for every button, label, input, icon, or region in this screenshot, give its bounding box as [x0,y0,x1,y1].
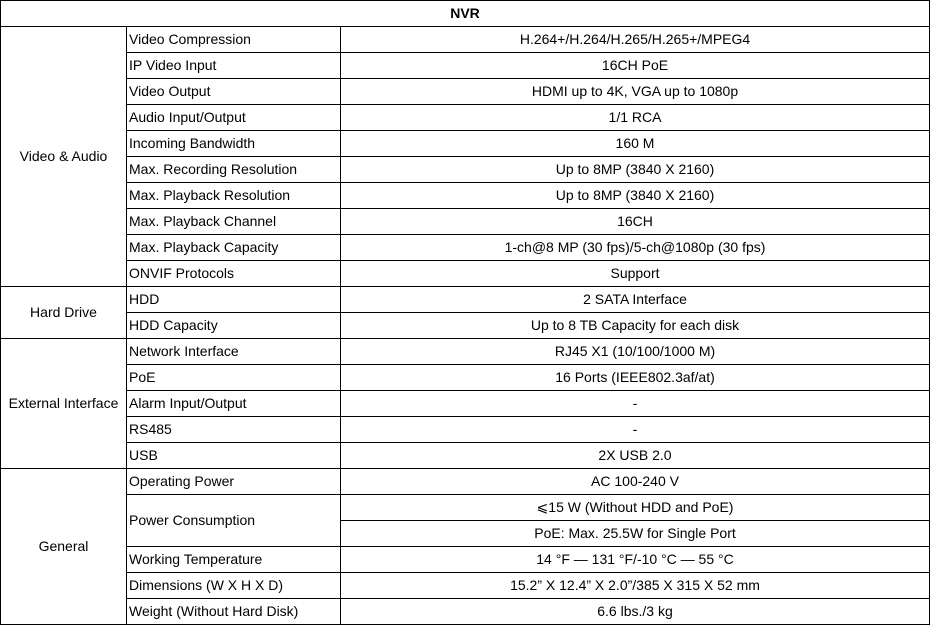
spec-label-max-playback-channel: Max. Playback Channel [127,209,341,235]
spec-value-hdd-capacity: Up to 8 TB Capacity for each disk [341,313,930,339]
spec-value-max-playback-channel: 16CH [341,209,930,235]
table-row [1,469,930,495]
spec-label-audio-input-output: Audio Input/Output [127,105,341,131]
table-row [1,53,930,79]
spec-label-weight-without-hard-disk: Weight (Without Hard Disk) [127,599,341,625]
spec-value-incoming-bandwidth: 160 M [341,131,930,157]
table-row [1,27,930,53]
table-row [1,365,930,391]
table-row [1,235,930,261]
table-row [1,599,930,625]
table-row [1,157,930,183]
spec-value-dimensions-w-x-h-x-d: 15.2” X 12.4” X 2.0”/385 X 315 X 52 mm [341,573,930,599]
spec-value-ip-video-input: 16CH PoE [341,53,930,79]
table-row [1,573,930,599]
spec-label-ip-video-input: IP Video Input [127,53,341,79]
table-row [1,417,930,443]
spec-table-body [1,1,930,625]
category-cell-hard-drive: Hard Drive [1,287,127,339]
spec-label-network-interface: Network Interface [127,339,341,365]
spec-value-usb: 2X USB 2.0 [341,443,930,469]
spec-label-max-playback-capacity: Max. Playback Capacity [127,235,341,261]
category-cell-general: General [1,469,127,625]
table-row [1,209,930,235]
table-row [1,261,930,287]
table-row [1,339,930,365]
spec-value-network-interface: RJ45 X1 (10/100/1000 M) [341,339,930,365]
spec-label-usb: USB [127,443,341,469]
category-cell-external-interface: External Interface [1,339,127,469]
category-cell-video-audio: Video & Audio [1,27,127,287]
spec-value-power-consumption-2: PoE: Max. 25.5W for Single Port [341,521,930,547]
spec-value-video-output: HDMI up to 4K, VGA up to 1080p [341,79,930,105]
spec-label-video-output: Video Output [127,79,341,105]
spec-value-hdd: 2 SATA Interface [341,287,930,313]
spec-value-onvif-protocols: Support [341,261,930,287]
table-title: NVR [1,1,930,27]
spec-value-rs485: - [341,417,930,443]
spec-label-operating-power: Operating Power [127,469,341,495]
spec-label-hdd-capacity: HDD Capacity [127,313,341,339]
spec-value-working-temperature: 14 °F — 131 °F/-10 °C — 55 °C [341,547,930,573]
spec-value-max-playback-capacity: 1-ch@8 MP (30 fps)/5-ch@1080p (30 fps) [341,235,930,261]
spec-value-video-compression: H.264+/H.264/H.265/H.265+/MPEG4 [341,27,930,53]
spec-label-hdd: HDD [127,287,341,313]
spec-label-incoming-bandwidth: Incoming Bandwidth [127,131,341,157]
table-row [1,131,930,157]
spec-value-weight-without-hard-disk: 6.6 lbs./3 kg [341,599,930,625]
spec-label-max-recording-resolution: Max. Recording Resolution [127,157,341,183]
spec-value-power-consumption-1: ⩽15 W (Without HDD and PoE) [341,495,930,521]
spec-value-max-recording-resolution: Up to 8MP (3840 X 2160) [341,157,930,183]
table-row [1,313,930,339]
table-row [1,495,930,521]
spec-value-poe: 16 Ports (IEEE802.3af/at) [341,365,930,391]
spec-label-dimensions-w-x-h-x-d: Dimensions (W X H X D) [127,573,341,599]
spec-label-alarm-input-output: Alarm Input/Output [127,391,341,417]
spec-value-operating-power: AC 100-240 V [341,469,930,495]
spec-value-audio-input-output: 1/1 RCA [341,105,930,131]
table-row [1,105,930,131]
spec-value-alarm-input-output: - [341,391,930,417]
table-row [1,391,930,417]
table-row [1,79,930,105]
spec-label-working-temperature: Working Temperature [127,547,341,573]
spec-label-rs485: RS485 [127,417,341,443]
spec-label-poe: PoE [127,365,341,391]
table-title-row [1,1,930,27]
spec-value-max-playback-resolution: Up to 8MP (3840 X 2160) [341,183,930,209]
table-row [1,547,930,573]
table-row [1,183,930,209]
spec-label-video-compression: Video Compression [127,27,341,53]
spec-label-onvif-protocols: ONVIF Protocols [127,261,341,287]
spec-label-power-consumption: Power Consumption [127,495,341,547]
table-row [1,443,930,469]
spec-label-max-playback-resolution: Max. Playback Resolution [127,183,341,209]
table-row [1,287,930,313]
